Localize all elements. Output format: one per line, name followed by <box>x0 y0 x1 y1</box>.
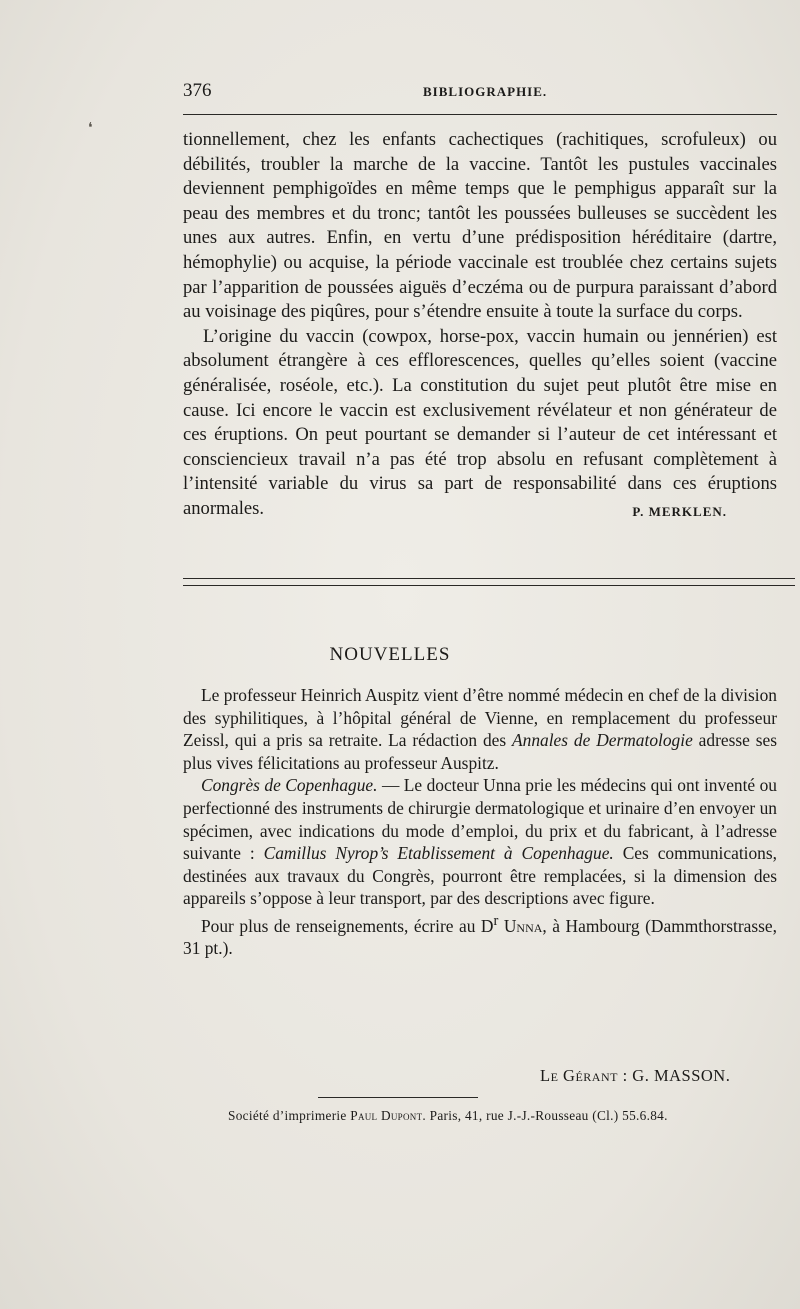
section-title: NOUVELLES <box>329 644 451 665</box>
section-divider-top <box>183 578 795 579</box>
margin-mark: ❛ <box>88 121 93 136</box>
news-p2-text: — Le docteur Unna prie les médecins qui ont inventé ou perfectionné des instruments de chirurgie dermatologique et urinaire d’en envoyer un spécimen, avec indications du mode d’emploi, du prix et du fabricant, à l’adresse suivante : <box>183 775 777 864</box>
printer-end: . Paris, 41, rue J.-J.-Rousseau (Cl.) 55.6.84. <box>422 1108 668 1123</box>
journal-title: Annales de Dermatologie <box>512 730 693 751</box>
gerant-line <box>540 1066 730 1086</box>
news-text <box>183 684 777 960</box>
author-signature: P. MERKLEN. <box>632 503 727 519</box>
news-paragraph-3 <box>183 910 777 960</box>
news-p2-end: Ces communications, destinées aux travaux du Congrès, pourront être remplacées, si la dimension des appareils s’oppose à leur transport, par des descriptions avec figure. <box>183 843 777 909</box>
article-paragraph-1: tionnellement, chez les enfants cachectiques (rachitiques, scrofuleux) ou débilités, troubler la marche de la vaccine. Tantôt les pustules vaccinales deviennent pemphigoïdes en même temps que le pemphigus apparaît sur la peau des membres et du tronc; tantôt les poussées bulleuses se succèdent les unes aux autres. Enfin, en vertu d’une prédisposition héréditaire (dartre, hémophylie) ou acquise, la période vaccinale est troublée chez certains sujets par l’apparition de poussées aiguës d’eczéma ou de purpura paraissant d’abord au voisinage des piqûres, pour s’étendre ensuite à toute la surface du corps. <box>183 129 777 323</box>
page-header <box>183 80 777 110</box>
doctor-name: Unna <box>503 915 543 936</box>
news-p1-text: Le professeur Heinrich Auspitz vient d’être nommé médecin en chef de la division des syphilitiques, à l’hôpital général de Vienne, en remplacement du professeur Zeissl, qui a pris sa retraite. La rédaction des <box>183 685 777 751</box>
gerant-name: G. MASSON. <box>632 1066 731 1085</box>
printer-start: Société d’imprimerie <box>228 1108 347 1123</box>
page-number: 376 <box>183 80 212 101</box>
footer-rule <box>318 1097 478 1098</box>
news-p3-start: Pour plus de renseignements, écrire au D <box>201 915 494 936</box>
news-p1-end: adresse ses plus vives félicitations au professeur Auspitz. <box>183 730 777 773</box>
doctor-abbrev-sup: r <box>493 912 499 929</box>
article-text <box>183 128 777 525</box>
section-divider-bottom <box>183 585 795 586</box>
running-head: BIBLIOGRAPHIE. <box>423 84 548 99</box>
news-p3-end: , à Hambourg (Dammthorstrasse, 31 pt.). <box>183 915 777 959</box>
article-paragraph-2 <box>183 325 777 522</box>
news-paragraph-1 <box>183 684 777 774</box>
header-rule <box>183 114 777 115</box>
congress-address: Camillus Nyrop’s Etablissement à Copenhague. <box>263 843 614 864</box>
congress-title: Congrès de Copenhague. <box>201 775 378 796</box>
printer-name: Paul Dupont <box>350 1108 423 1123</box>
article-paragraph-2-text: L’origine du vaccin (cowpox, horse-pox, vaccin humain ou jennérien) est absolument étrangère à ces efflorescences, quelles qu’elles soient (vaccine généralisée, roséole, etc.). La constitution du sujet peut plutôt être mise en cause. Ici encore le vaccin est exclusivement révélateur et non générateur de ces éruptions. On peut pourtant se demander si l’auteur de cet intéressant et consciencieux travail n’a pas été trop absolu en refusant complètement à l’intensité variable du virus sa part de responsabilité dans ces éruptions anormales. <box>183 325 777 519</box>
gerant-label: Le Gérant : <box>540 1066 628 1085</box>
printer-line <box>228 1108 668 1124</box>
news-paragraph-2 <box>183 774 777 910</box>
